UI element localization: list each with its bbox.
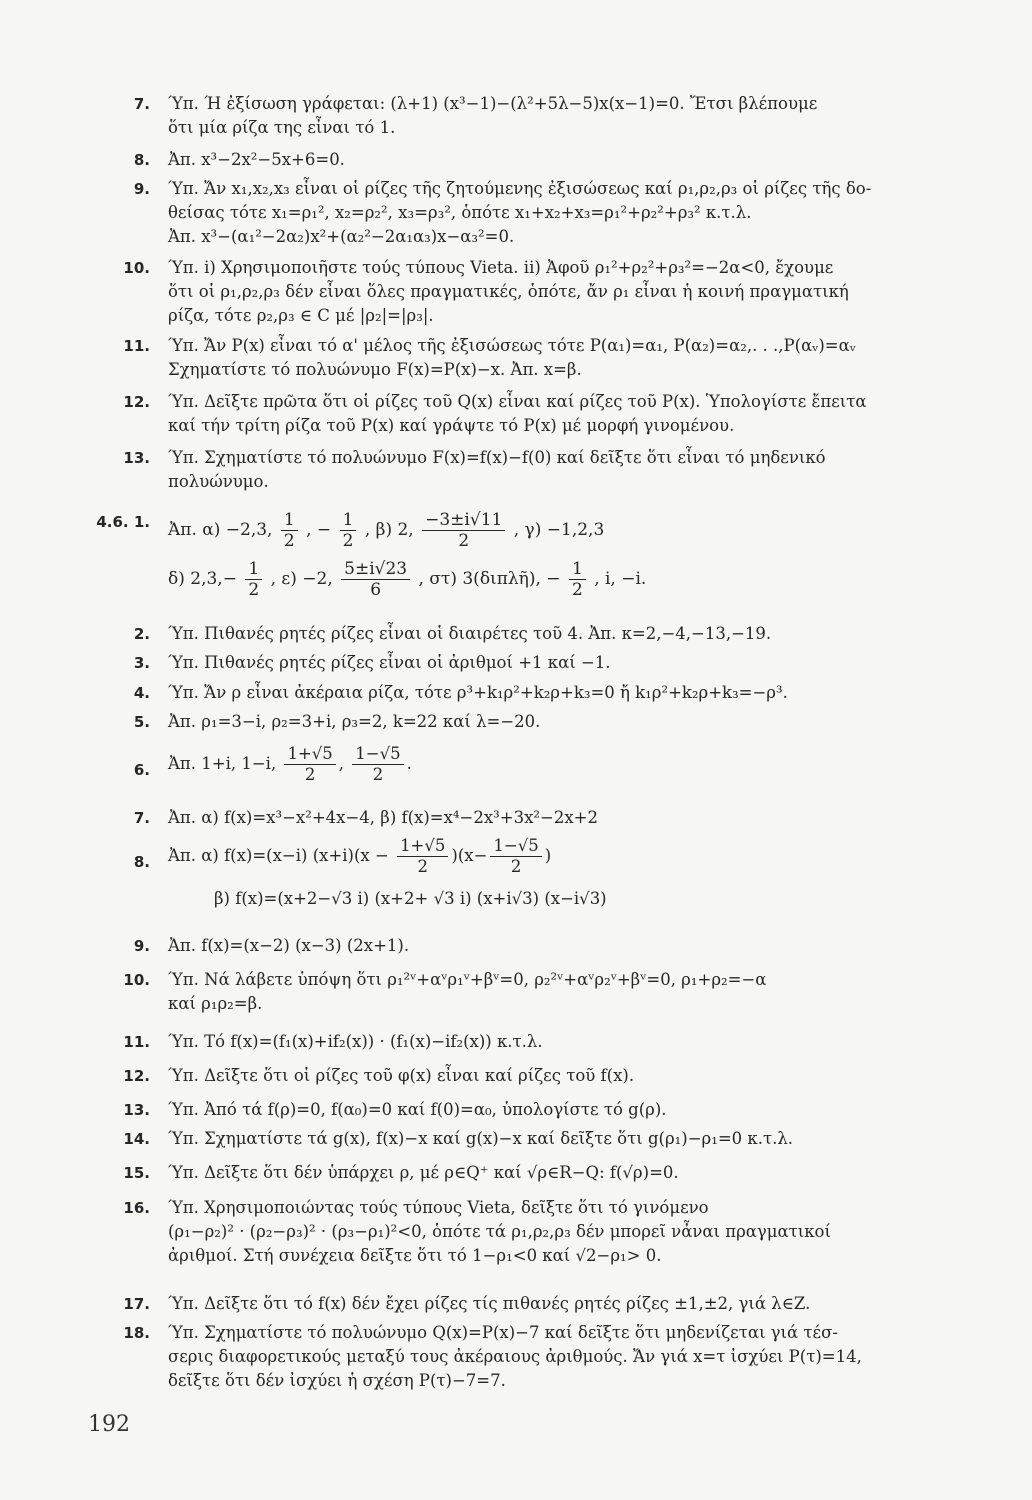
denominator: 2 [458,531,470,551]
text-line: Ἀπ. α) f(x)=x³−x²+4x−4, β) f(x)=x⁴−2x³+3x²−2x+2 [168,808,598,827]
answer-text: , i, −i. [594,569,647,589]
item-number: 5. [133,713,150,731]
fraction [422,510,505,551]
denominator: 2 [248,580,260,600]
answer-text: . [406,754,412,773]
item-text [168,148,938,172]
text-line: Ύπ. Σχηματίστε τό πολυώνυμο Q(x)=P(x)−7 καί δεῖξτε ὅτι μηδενίζεται γιά τέσ- [168,1323,838,1342]
text-line: Ύπ. Σχηματίστε τά g(x), f(x)−x καί g(x)−x καί δεῖξτε ὅτι g(ρ₁)−ρ₁=0 κ.τ.λ. [168,1129,794,1148]
text-line: Ύπ. Πιθανές ρητές ρίζες εἶναι οἱ ἀριθμοί +1 καί −1. [168,653,611,672]
answer-text: , ε) −2, [270,569,333,589]
fraction [341,559,410,600]
numerator: 5±i√23 [341,559,410,580]
denominator: 6 [370,580,382,600]
item-number: 15. [123,1164,150,1182]
answer-text: , − [306,520,332,540]
text-line: Ἀπ. ρ₁=3−i, ρ₂=3+i, ρ₃=2, k=22 καί λ=−20. [168,712,541,731]
fraction [352,744,403,785]
numerator: 1+√5 [397,836,448,857]
item-text [168,1064,938,1088]
item-text [168,334,938,382]
denominator: 2 [510,857,522,876]
numerator: −3±i√11 [422,510,505,531]
text-line: Ύπ. i) Χρησιμοποιῆστε τούς τύπους Vieta. ii) Ἀφοῦ ρ₁²+ρ₂²+ρ₃²=−2α<0, ἔχουμε [168,258,834,277]
text-line: Ύπ. Δεῖξτε ὅτι τό f(x) δέν ἔχει ρίζες τίς πιθανές ρητές ρίζες ±1,±2, γιά λ∈Z. [168,1294,811,1313]
text-line: Ἀπ. 1+i, 1−i, $\frac{1+√5}{2}$ , $\frac{1-√5}{2}$ . [168,744,412,784]
item-number: 1. [133,513,150,531]
answer-text: , στ) 3(διπλῆ), − [418,569,561,589]
item-number: 11. [123,337,150,355]
text-line: Ύπ. Πιθανές ρητές ρίζες εἶναι οἱ διαιρέτες τοῦ 4. Ἀπ. κ=2,−4,−13,−19. [168,624,772,643]
answer-text: Ἀπ. α) −2,3, [168,520,273,540]
item-number: 8. [133,853,150,871]
text-line [168,510,938,551]
answer-text: )(x− [451,846,488,865]
item-text [168,390,938,438]
text-line: Ύπ. Χρησιμοποιώντας τούς τύπους Vieta, δεῖξτε ὅτι τό γινόμενο [168,1198,709,1217]
text-line: Σχηματίστε τό πολυώνυμο F(x)=P(x)−x. Ἀπ. x=β. [168,360,582,379]
text-line: Ύπ. Σχηματίστε τό πολυώνυμο F(x)=f(x)−f(0) καί δεῖξτε ὅτι εἶναι τό μηδενικό [168,448,826,467]
numerator: 1 [281,510,298,531]
item-text [168,256,938,328]
item-text [168,92,938,140]
item-number: 13. [123,449,150,467]
text-line: σερις διαφορετικούς μεταξύ τους ἀκέραιους ἀριθμούς. Ἄν γιά x=τ ἰσχύει P(τ)=14, [168,1347,862,1366]
fraction [245,559,262,600]
item-text [168,1321,938,1393]
item-text [168,1030,938,1054]
item-text [168,710,938,734]
fraction [569,559,586,600]
item-number: 8. [133,151,150,169]
answer-text: δ) 2,3,− [168,569,237,589]
answer-text: Ἀπ. 1+i, 1−i, [168,754,277,773]
item-number: 7. [133,809,150,827]
fraction [284,744,335,785]
item-text [168,651,938,675]
item-number: 3. [133,654,150,672]
answer-text: ) [544,846,552,865]
answer-text: Ἀπ. α) f(x)=(x−i) (x+i)(x − [168,846,389,865]
numerator: 1+√5 [284,744,335,765]
denominator: 2 [342,531,354,551]
item-number: 10. [123,971,150,989]
answer-text: , β) 2, [364,520,414,540]
text-line: ὅτι μία ρίζα της εἶναι τό 1. [168,118,396,137]
item-number: 12. [123,393,150,411]
item-number: 9. [133,180,150,198]
text-line: Ύπ. Δεῖξτε ὅτι δέν ὑπάρχει ρ, μέ ρ∈Q⁺ καί √ρ∈R−Q: f(√ρ)=0. [168,1163,679,1182]
text-line: β) f(x)=(x+2−√3 i) (x+2+ √3 i) (x+i√3) (x−i√3) [214,889,607,908]
text-line: ρίζα, τότε ρ₂,ρ₃ ∈ C μέ |ρ₂|=|ρ₃|. [168,306,434,325]
text-line: Ύπ. Δεῖξτε ὅτι οἱ ρίζες τοῦ φ(x) εἶναι καί ρίζες τοῦ f(x). [168,1066,635,1085]
item-text [168,622,938,646]
item-text [168,1292,938,1316]
text-line: Ἀπ. x³−2x²−5x+6=0. [168,150,345,169]
item-text [168,744,938,785]
item-text [168,446,938,494]
item-number: 11. [123,1033,150,1051]
page-number: 192 [88,1412,130,1437]
item-text [168,1098,938,1122]
item-text [168,806,938,830]
text-line: Ύπ. Ή ἐξίσωση γράφεται: (λ+1) (x³−1)−(λ²+5λ−5)x(x−1)=0. Ἔτσι βλέπουμε [168,94,818,113]
denominator: 2 [304,765,316,784]
item-text [168,681,938,705]
item-text [168,836,938,911]
item-number: 13. [123,1101,150,1119]
item-text [168,1127,938,1151]
fraction [281,510,298,551]
fraction [490,836,541,877]
text-line: θείσας τότε x₁=ρ₁², x₂=ρ₂², x₃=ρ₃², ὁπότε x₁+x₂+x₃=ρ₁²+ρ₂²+ρ₃² κ.τ.λ. [168,203,752,222]
text-line: Ύπ. Ἄν ρ εἶναι ἀκέραια ρίζα, τότε ρ³+k₁ρ²+k₂ρ+k₃=0 ἤ k₁ρ²+k₂ρ+k₃=−ρ³. [168,683,788,702]
text-line: ὅτι οἱ ρ₁,ρ₂,ρ₃ δέν εἶναι ὅλες πραγματικές, ὁπότε, ἄν ρ₁ εἶναι ἡ κοινή πραγματική [168,282,849,301]
section-number [88,510,150,534]
item-number: 7. [133,95,150,113]
fraction [397,836,448,877]
item-text [168,968,938,1016]
text-line: δεῖξτε ὅτι δέν ἰσχύει ἡ σχέση P(τ)−7=7. [168,1371,506,1390]
text-line: Ἀπ. f(x)=(x−2) (x−3) (2x+1). [168,936,410,955]
text-line: Ύπ. Νά λάβετε ὑπόψη ὅτι ρ₁²ᵛ+αᵛρ₁ᵛ+βᵛ=0, ρ₂²ᵛ+αᵛρ₂ᵛ+βᵛ=0, ρ₁+ρ₂=−α [168,970,767,989]
fraction [340,510,357,551]
text-line: Ύπ. Ἄν P(x) εἶναι τό α' μέλος τῆς ἐξισώσεως τότε P(α₁)=α₁, P(α₂)=α₂,. . .,P(αᵥ)=αᵥ [168,336,856,355]
text-line: (ρ₁−ρ₂)² · (ρ₂−ρ₃)² · (ρ₃−ρ₁)²<0, ὁπότε τά ρ₁,ρ₂,ρ₃ δέν μπορεῖ νἆναι πραγματικοί [168,1222,831,1241]
item-number: 17. [123,1295,150,1313]
item-text [168,1161,938,1185]
denominator: 2 [283,531,295,551]
text-line: Ύπ. Τό f(x)=(f₁(x)+if₂(x)) · (f₁(x)−if₂(x)) κ.τ.λ. [168,1032,543,1051]
text-line [168,559,938,600]
item-number: 12. [123,1067,150,1085]
item-number: 6. [133,761,150,779]
answer-text: , γ) −1,2,3 [513,520,605,540]
item-text [168,510,938,600]
item-number: 10. [123,259,150,277]
item-number: 9. [133,937,150,955]
item-number: 4. [133,684,150,702]
item-number: 18. [123,1324,150,1342]
text-line: ἀριθμοί. Στή συνέχεια δεῖξτε ὅτι τό 1−ρ₁<0 καί √2−ρ₁> 0. [168,1246,662,1265]
denominator: 2 [571,580,583,600]
item-number: 16. [123,1199,150,1217]
text-line: Ἀπ. x³−(α₁²−2α₂)x²+(α₂²−2α₁α₃)x−α₃²=0. [168,227,515,246]
item-text [168,934,938,958]
text-line: πολυώνυμο. [168,472,269,491]
text-line [168,836,938,877]
item-text [168,177,938,249]
text-line: καί τήν τρίτη ρίζα τοῦ P(x) καί γράψτε τό P(x) μέ μορφή γινομένου. [168,416,735,435]
numerator: 1 [569,559,586,580]
text-line: Ύπ. Ἄν x₁,x₂,x₃ εἶναι οἱ ρίζες τῆς ζητούμενης ἐξισώσεως καί ρ₁,ρ₂,ρ₃ οἱ ρίζες τῆς δο- [168,179,872,198]
numerator: 1 [245,559,262,580]
numerator: 1−√5 [490,836,541,857]
section-label: 4.6. [96,513,129,531]
text-line: Ύπ. Ἀπό τά f(ρ)=0, f(α₀)=0 καί f(0)=α₀, ὑπολογίστε τό g(ρ). [168,1100,667,1119]
text-line: Ύπ. Δεῖξτε πρῶτα ὅτι οἱ ρίζες τοῦ Q(x) εἶναι καί ρίζες τοῦ P(x). Ὑπολογίστε ἔπειτα [168,392,867,411]
denominator: 2 [417,857,428,876]
item-number: 14. [123,1130,150,1148]
item-number: 2. [133,625,150,643]
numerator: 1−√5 [352,744,403,765]
text-line: καί ρ₁ρ₂=β. [168,994,263,1013]
numerator: 1 [340,510,357,531]
denominator: 2 [372,765,384,784]
item-text [168,1196,938,1268]
